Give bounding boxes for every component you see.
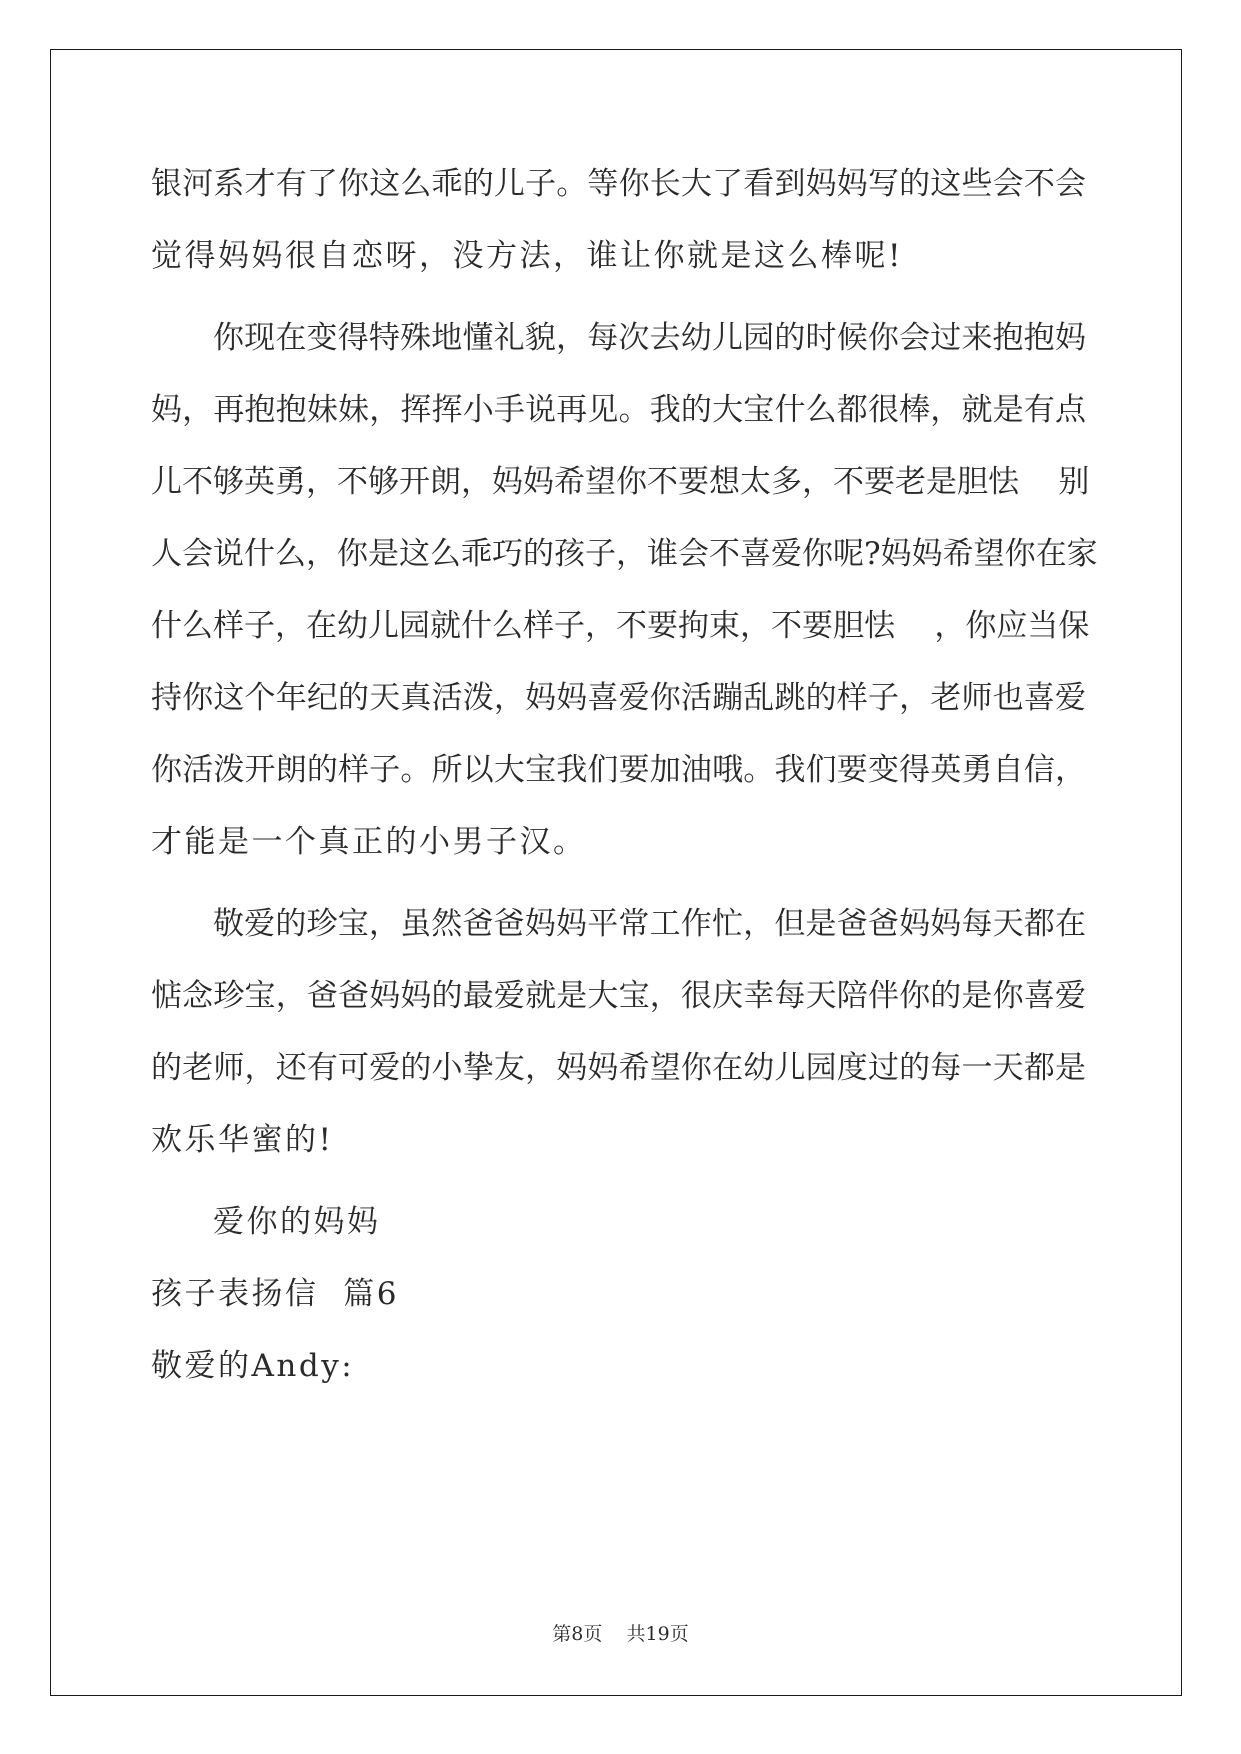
text-line: 什么样子，在幼儿园就什么样子，不要拘束，不要胆怯 ，你应当保 <box>151 608 1090 644</box>
text-line: 觉得妈妈很自恋呀，没方法，谁让你就是这么棒呢! <box>151 238 903 274</box>
page-border <box>50 49 1182 1696</box>
text-line: 欢乐华蜜的! <box>151 1122 334 1158</box>
text-line: 人会说什么，你是这么乖巧的孩子，谁会不喜爱你呢?妈妈希望你在家 <box>151 536 1098 572</box>
text-line: 才能是一个真正的小男子汉。 <box>151 824 587 860</box>
section-heading: 孩子表扬信 篇6 <box>151 1276 399 1312</box>
text-line: 银河系才有了你这么乖的儿子。等你长大了看到妈妈写的这些会不会 <box>151 166 1086 202</box>
text-line: 你活泼开朗的样子。所以大宝我们要加油哦。我们要变得英勇自信， <box>151 752 1086 788</box>
text-line: 儿不够英勇，不够开朗，妈妈希望你不要想太多，不要老是胆怯 别 <box>151 464 1090 500</box>
text-line: 的老师，还有可爱的小挚友，妈妈希望你在幼儿园度过的每一天都是 <box>151 1050 1086 1086</box>
signature-line: 爱你的妈妈 <box>213 1204 381 1240</box>
paragraph-first-line: 你现在变得特殊地懂礼貌，每次去幼儿园的时候你会过来抱抱妈 <box>213 320 1086 356</box>
paragraph-first-line: 敬爱的珍宝，虽然爸爸妈妈平常工作忙，但是爸爸妈妈每天都在 <box>213 906 1086 942</box>
salutation: 敬爱的Andy: <box>151 1348 355 1384</box>
text-line: 妈，再抱抱妹妹，挥挥小手说再见。我的大宝什么都很棒，就是有点 <box>151 392 1086 428</box>
text-line: 持你这个年纪的天真活泼，妈妈喜爱你活蹦乱跳的样子，老师也喜爱 <box>151 680 1086 716</box>
page-number-footer: 第8页 共19页 <box>552 1623 689 1645</box>
text-line: 惦念珍宝，爸爸妈妈的最爱就是大宝，很庆幸每天陪伴你的是你喜爱 <box>151 978 1086 1014</box>
